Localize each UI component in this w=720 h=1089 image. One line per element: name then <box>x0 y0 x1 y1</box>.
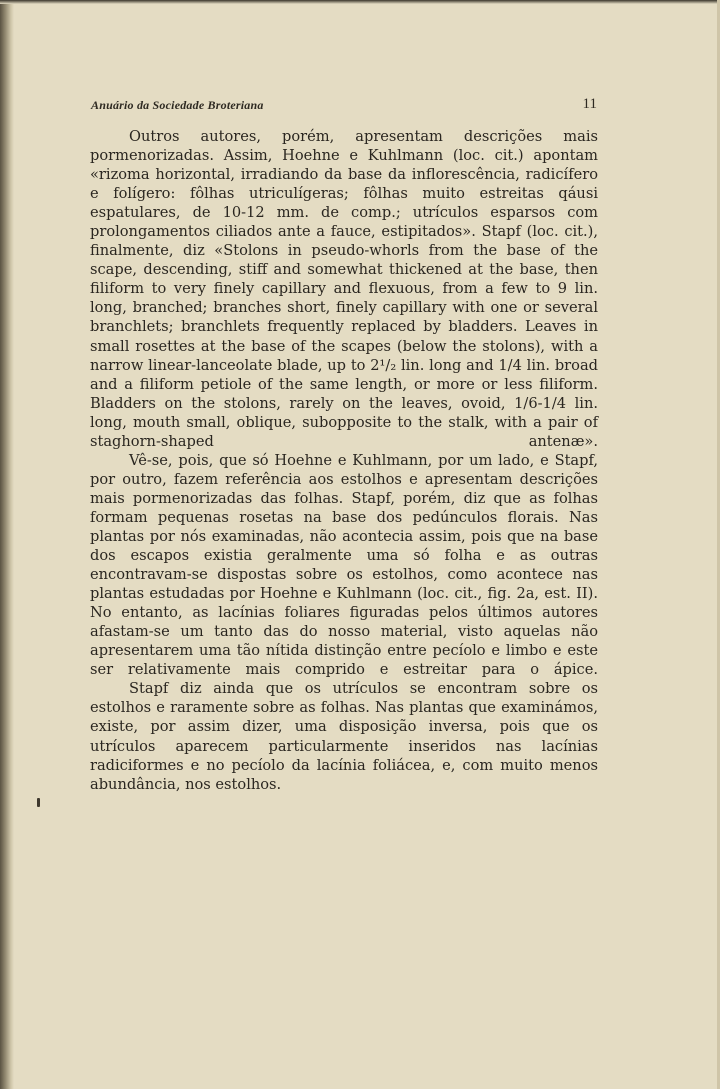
page-header <box>91 96 597 116</box>
paragraph-3: Stapf diz ainda que os utrículos se encontram sobre os estolhos e raramente sobre as folhas. Nas plantas que examinámos, existe, por assim dizer, uma disposição inversa, pois que os utrículos aparecem particularmente inseridos nas lacínias radiciformes e no pecíolo da lacínia foliácea, e, com muito menos abundância, nos estolhos. <box>90 680 598 793</box>
paragraph-2: Vê-se, pois, que só Hoehne e Kuhlmann, por um lado, e Stapf, por outro, fazem referência aos estolhos e apresentam descrições mais pormenorizadas das folhas. Stapf, porém, diz que as folhas formam pequenas rosetas na base dos pedúnculos florais. Nas plantas por nós examinadas, não acontecia assim, pois que na base dos escapos existia geralmente uma só folha e as outras encontravam-se dispostas sobre os estolhos, como acontece nas plantas estudadas por Hoehne e Kuhlmann (loc. cit., fig. 2a, est. II). No entanto, as lacínias foliares figuradas pelos últimos autores afastam-se um tanto das do nosso material, visto aquelas não apresentarem uma tão nítida distinção entre pecíolo e limbo e este ser relativamente mais comprido e estreitar para o ápice. <box>90 451 598 679</box>
top-scan-shadow <box>0 0 720 4</box>
book-gutter-edge <box>0 0 14 1089</box>
page-number: 11 <box>582 96 597 112</box>
body-text <box>90 127 598 794</box>
running-title: Anuário da Sociedade Broteriana <box>91 98 264 112</box>
margin-mark <box>37 798 40 807</box>
paragraph-1: Outros autores, porém, apresentam descrições mais pormenorizadas. Assim, Hoehne e Kuhlmann (loc. cit.) apontam «rizoma horizontal, irradiando da base da inflorescência, radicífero e folígero: fôlhas utriculígeras; fôlhas muito estreitas qáusi espatulares, de 10-12 mm. de comp.; utrículos esparsos com prolongamentos ciliados ante a fauce, estipitados». Stapf (loc. cit.), finalmente, diz «Stolons in pseudo-whorls from the base of the scape, descending, stiff and somewhat thickened at the base, then filiform to very finely capillary and flexuous, from a few to 9 lin. long, branched; branches short, finely capillary with one or several branchlets; branchlets frequently replaced by bladders. Leaves in small rosettes at the base of the scapes (below the stolons), with a narrow linear-lanceolate blade, up to 2¹/₂ lin. long and 1/4 lin. broad and a filiform petiole of the same length, or more or less filiform. Bladders on the stolons, rarely on the leaves, ovoid, 1/6-1/4 lin. long, mouth small, oblique, subopposite to the stalk, with a pair of staghorn-shaped antenæ». <box>90 128 598 450</box>
